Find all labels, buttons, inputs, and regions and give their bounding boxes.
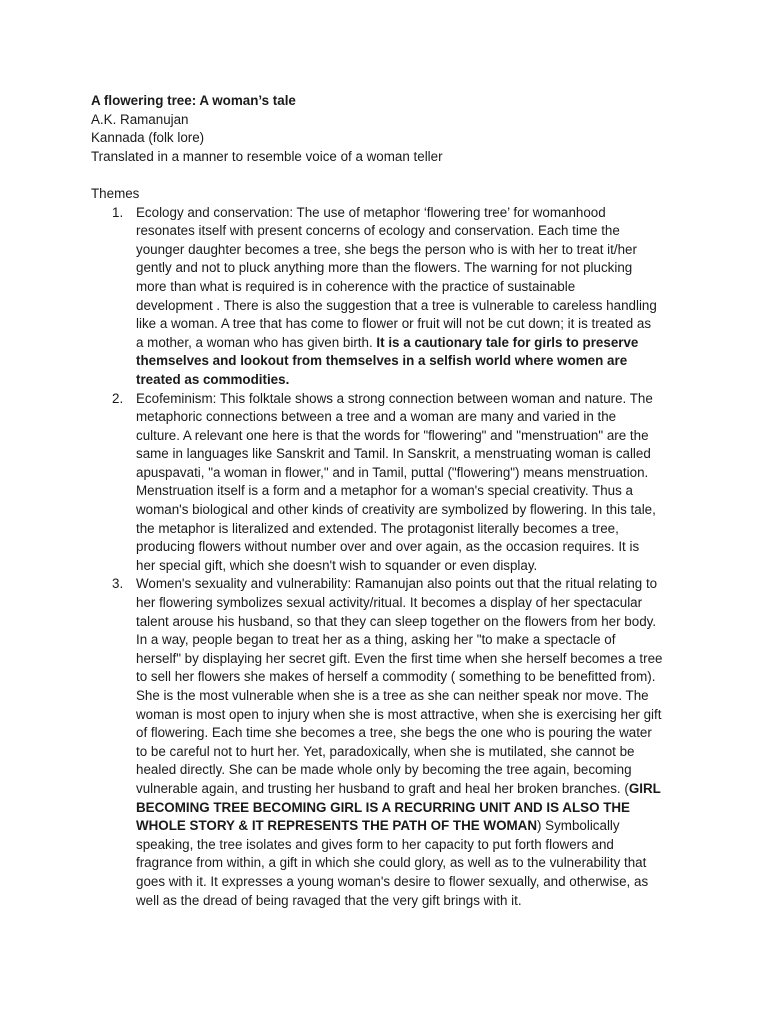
theme-text: healed directly. She can be made whole only by becoming the tree again, becoming: [136, 762, 632, 778]
theme-text: same in languages like Sanskrit and Tamil. In Sanskrit, a menstruating woman is called: [136, 446, 651, 462]
theme-text: woman's biological and other kinds of creativity are symbolized by flowering. In this tale,: [136, 502, 656, 518]
theme-text-line: [136, 241, 681, 260]
document-title: A flowering tree: A woman’s tale: [91, 93, 296, 108]
theme-text-line: [136, 761, 681, 780]
theme-text-line: [136, 594, 681, 613]
theme-text-line: [136, 557, 681, 576]
theme-text: Menstruation itself is a form and a metaphor for a woman's special creativity. Thus a: [136, 483, 633, 499]
bold-emphasis-text: BECOMING TREE BECOMING GIRL IS A RECURRING UNIT AND IS ALSO THE: [136, 799, 630, 815]
theme-text-line: [136, 408, 681, 427]
theme-text: producing flowers without number over and over again, as the occasion requires. It is: [136, 539, 640, 555]
theme-text: like a woman. A tree that has come to flower or fruit will not be cut down; it is treated as: [136, 316, 652, 332]
theme-text-line: [136, 668, 681, 687]
theme-text-line: [136, 334, 681, 353]
theme-text-line: [136, 445, 681, 464]
theme-text: to sell her flowers she makes of herself a commodity ( something to be benefitted from).: [136, 669, 656, 685]
theme-text-line: [136, 650, 681, 669]
theme-text: her special gift, which she doesn't wish to squander or even display.: [136, 557, 538, 573]
theme-text-line: [136, 836, 681, 855]
theme-text-line: [136, 873, 681, 892]
theme-text-line: [136, 315, 681, 334]
theme-text: the metaphor is literalized and extended. The protagonist literally becomes a tree,: [136, 520, 619, 536]
theme-text-line: [136, 278, 681, 297]
document-body: [91, 92, 681, 910]
theme-text-line: [136, 204, 681, 223]
theme-text: herself" by displaying her secret gift. Even the first time when she herself becomes a tree: [136, 650, 663, 666]
theme-text: to be careful not to hurt her. Yet, paradoxically, when she is mutilated, she cannot be: [136, 743, 635, 759]
theme-item: [91, 204, 681, 390]
theme-text: younger daughter becomes a tree, she begs the person who is with her to treat it/her: [136, 241, 637, 257]
theme-text: In a way, people began to treat her as a thing, asking her "to make a spectacle of: [136, 632, 616, 648]
theme-text-line: [136, 371, 681, 390]
theme-text: her flowering symbolizes sexual activity/ritual. It becomes a display of her spectacular: [136, 595, 643, 611]
theme-text: gently and not to pluck anything more than the flowers. The warning for not plucking: [136, 260, 633, 276]
theme-text-line: [136, 687, 681, 706]
theme-text: She is the most vulnerable when she is a tree as she can neither speak nor move. The: [136, 688, 649, 703]
theme-text: talent arouse his husband, so that they can sleep together on the flowers from her body.: [136, 613, 657, 629]
theme-text-line: [136, 222, 681, 241]
theme-text: development . There is also the suggestion that a tree is vulnerable to careless handling: [136, 297, 657, 313]
blank-line: [91, 166, 681, 185]
theme-text: more than what is required is in coherence with the practice of sustainable: [136, 278, 576, 294]
theme-text: metaphoric connections between a tree and a woman are many and varied in the: [136, 409, 617, 425]
theme-text-line: [136, 613, 681, 632]
theme-text-line: [136, 892, 681, 911]
theme-text: speaking, the tree isolates and gives form to her capacity to put forth flowers and: [136, 836, 614, 852]
theme-text-line: [136, 575, 681, 594]
theme-text-line: [136, 854, 681, 873]
theme-text-line: [136, 482, 681, 501]
theme-text-line: [136, 390, 681, 409]
theme-text: of flowering. Each time she becomes a tree, she begs the one who is pouring the water: [136, 725, 652, 741]
theme-text-line: [136, 464, 681, 483]
theme-text-line: [136, 743, 681, 762]
bold-emphasis-text: themselves and lookout from themselves in a selfish world where women are: [136, 353, 628, 369]
bold-emphasis-text: GIRL: [628, 780, 661, 796]
theme-text: well as the dread of being ravaged that the very gift brings with it.: [136, 892, 522, 908]
theme-item: [91, 390, 681, 576]
theme-text-line: [136, 538, 681, 557]
theme-text: woman is most open to injury when she is most attractive, when she is exercising her gift: [136, 706, 662, 722]
translation-note: Translated in a manner to resemble voice of a woman teller: [91, 148, 443, 164]
author-line: A.K. Ramanujan: [91, 111, 189, 127]
theme-text: Women's sexuality and vulnerability: Ramanujan also points out that the ritual relating to: [136, 576, 658, 592]
theme-text-line: [136, 501, 681, 520]
theme-text-line: [136, 427, 681, 446]
theme-text: resonates itself with present concerns of ecology and conservation. Each time the: [136, 223, 620, 239]
theme-text-line: [136, 724, 681, 743]
theme-text: apuspavati, "a woman in flower," and in Tamil, puttal ("flowering") means menstruation.: [136, 464, 649, 480]
themes-heading: Themes: [91, 185, 140, 201]
origin-line: Kannada (folk lore): [91, 130, 205, 146]
theme-text-line: [136, 259, 681, 278]
theme-text: goes with it. It expresses a young woman's desire to flower sexually, and otherwise, as: [136, 873, 649, 889]
bold-emphasis-text: It is a cautionary tale for girls to preserve: [376, 334, 639, 350]
theme-item: [91, 575, 681, 910]
theme-text-line: [136, 352, 681, 371]
theme-text-line: [136, 799, 681, 818]
theme-text-line: [136, 520, 681, 539]
theme-text: fragrance from within, a gift in which she could glory, as well as to the vulnerability that: [136, 855, 647, 871]
theme-number: 1.: [112, 204, 124, 220]
theme-text: a mother, a woman who has given birth.: [136, 334, 377, 350]
theme-text-line: [136, 297, 681, 316]
theme-text-line: [136, 706, 681, 725]
theme-text: culture. A relevant one here is that the words for "flowering" and "menstruation" are the: [136, 427, 649, 443]
bold-emphasis-text: WHOLE STORY & IT REPRESENTS THE PATH OF THE WOMAN: [136, 818, 537, 834]
theme-number: 3.: [112, 576, 124, 592]
theme-number: 2.: [112, 390, 124, 406]
theme-text: Ecology and conservation: The use of metaphor ‘flowering tree’ for womanhood: [136, 204, 606, 220]
themes-list: [91, 204, 681, 911]
theme-text: Ecofeminism: This folktale shows a strong connection between woman and nature. The: [136, 390, 653, 406]
theme-text: ) Symbolically: [537, 818, 620, 834]
theme-text-line: [136, 817, 681, 836]
bold-emphasis-text: treated as commodities.: [136, 371, 290, 387]
theme-text-line: [136, 780, 681, 799]
theme-text: vulnerable again, and trusting her husband to graft and heal her broken branches. (: [136, 780, 629, 796]
theme-text-line: [136, 631, 681, 650]
